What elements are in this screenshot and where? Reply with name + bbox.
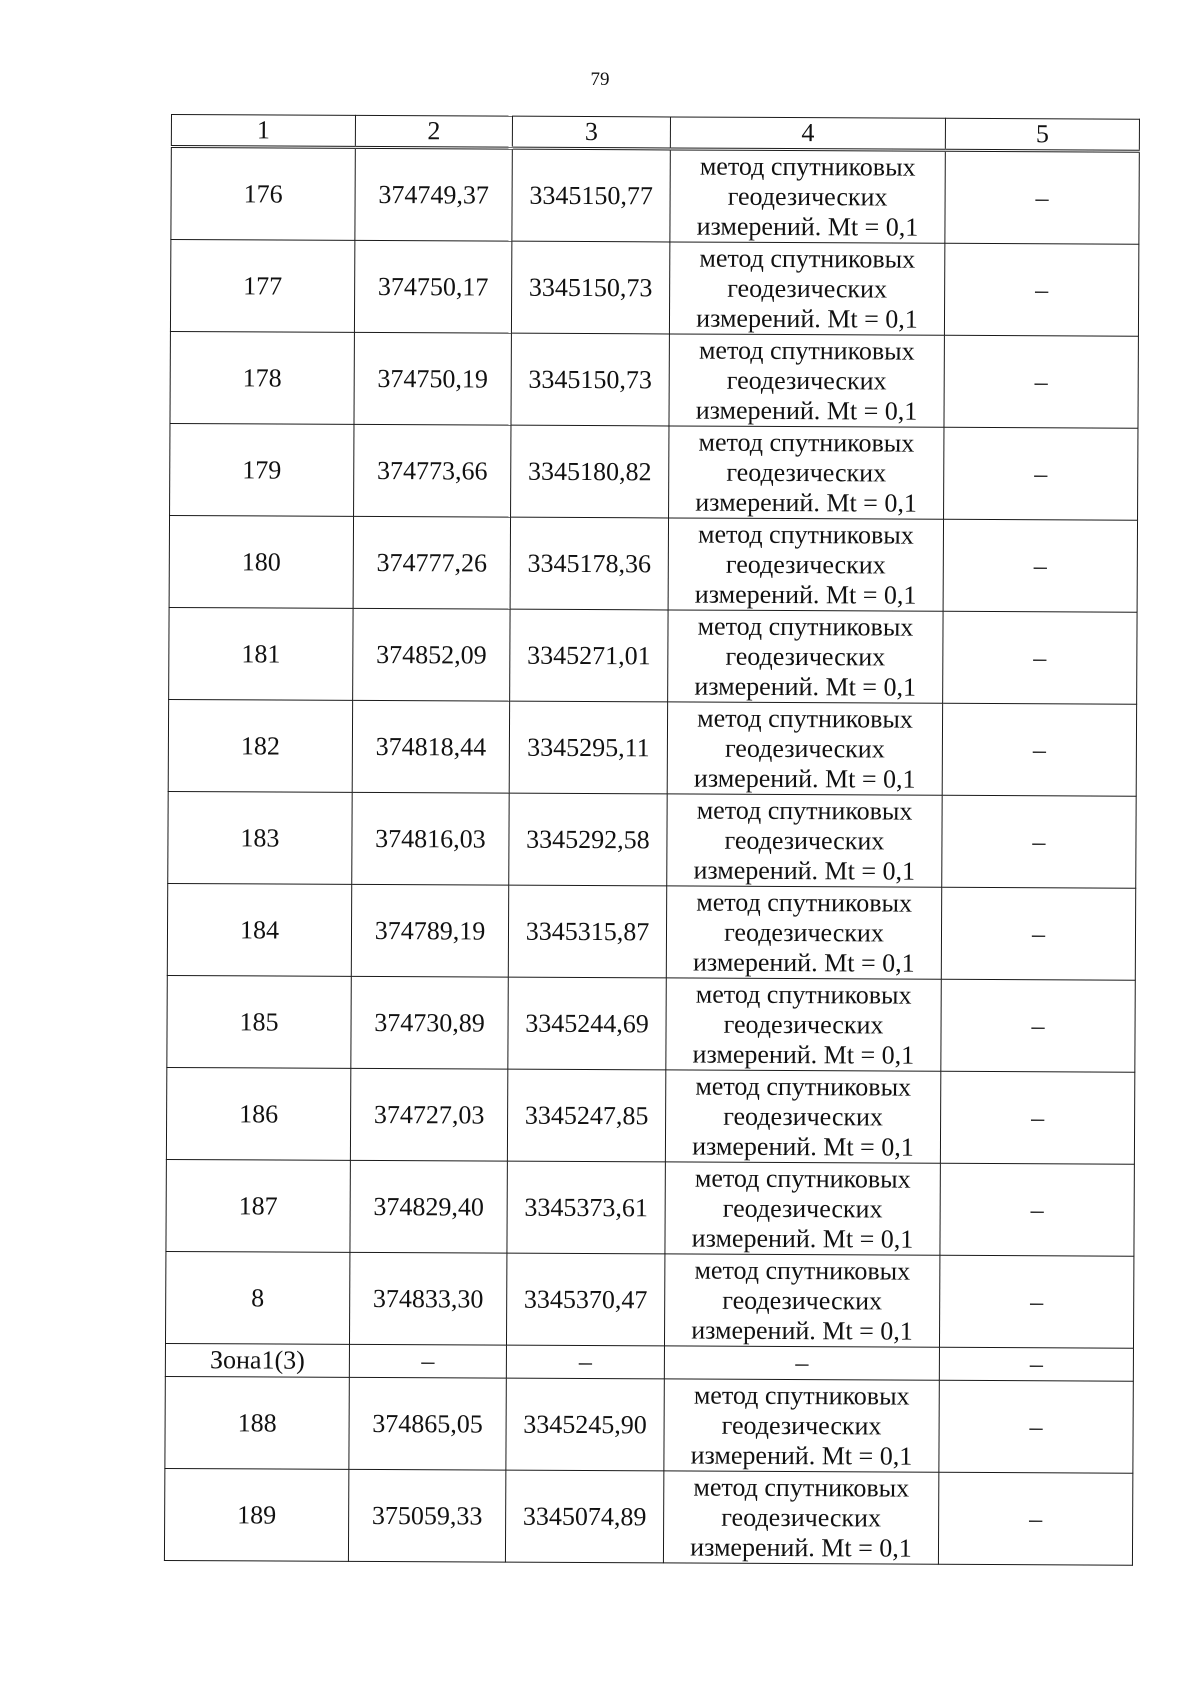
x-coordinate-cell: 375059,33 bbox=[348, 1469, 505, 1562]
x-coordinate-cell: 374749,37 bbox=[355, 147, 512, 241]
point-id-cell: 181 bbox=[169, 607, 353, 700]
x-coordinate-cell: 374730,89 bbox=[351, 976, 508, 1069]
method-cell bbox=[665, 1070, 940, 1163]
y-coordinate-cell: 3345271,01 bbox=[510, 609, 668, 702]
method-line: метод спутниковых bbox=[693, 1472, 910, 1503]
table-body bbox=[164, 115, 1139, 1566]
column-5-cell: – bbox=[940, 1163, 1134, 1256]
column-5-cell: – bbox=[943, 519, 1137, 612]
y-coordinate-cell: 3345292,58 bbox=[509, 793, 667, 886]
column-5-cell: – bbox=[941, 887, 1135, 980]
point-id-cell: 183 bbox=[168, 791, 352, 884]
y-coordinate-cell: 3345178,36 bbox=[510, 517, 668, 610]
point-id-cell: 189 bbox=[164, 1468, 348, 1561]
point-id-cell: 188 bbox=[165, 1376, 349, 1469]
y-coordinate-cell: 3345245,90 bbox=[506, 1378, 664, 1471]
coordinates-table bbox=[164, 114, 1140, 1566]
y-coordinate-cell: 3345180,82 bbox=[511, 425, 669, 518]
table-row bbox=[166, 1159, 1134, 1256]
method-cell bbox=[666, 886, 941, 979]
method-line: метод спутниковых bbox=[695, 979, 912, 1010]
method-line: измерений. Mt = 0,1 bbox=[690, 1440, 913, 1471]
x-coordinate-cell: 374829,40 bbox=[350, 1160, 507, 1253]
x-coordinate-cell: 374777,26 bbox=[353, 516, 510, 609]
table-row bbox=[165, 1376, 1133, 1473]
method-cell bbox=[669, 426, 944, 519]
x-coordinate-cell: 374789,19 bbox=[351, 884, 508, 977]
x-coordinate-cell: 374833,30 bbox=[349, 1252, 506, 1345]
y-coordinate-cell: 3345150,73 bbox=[511, 241, 669, 334]
method-line: геодезических bbox=[721, 1502, 882, 1532]
y-coordinate-cell: 3345315,87 bbox=[508, 885, 666, 978]
method-cell bbox=[666, 978, 941, 1071]
method-line: метод спутниковых bbox=[695, 1071, 912, 1102]
method-cell bbox=[668, 610, 943, 703]
method-line: геодезических bbox=[727, 181, 888, 212]
y-coordinate-cell: 3345373,61 bbox=[507, 1161, 665, 1254]
method-line: метод спутниковых bbox=[697, 611, 914, 642]
method-line: метод спутниковых bbox=[694, 1163, 911, 1194]
point-id-cell: 179 bbox=[170, 423, 354, 516]
method-line: измерений. Mt = 0,1 bbox=[695, 487, 917, 518]
method-line: геодезических bbox=[724, 825, 885, 855]
method-line: измерений. Mt = 0,1 bbox=[693, 763, 916, 794]
y-coordinate-cell: 3345150,77 bbox=[512, 148, 670, 242]
column-5-cell: – bbox=[944, 427, 1138, 520]
point-id-cell: 185 bbox=[167, 975, 351, 1068]
method-line: измерений. Mt = 0,1 bbox=[696, 303, 918, 334]
method-line: измерений. Mt = 0,1 bbox=[691, 1223, 914, 1254]
method-line: измерений. Mt = 0,1 bbox=[695, 395, 918, 426]
y-coordinate-cell: 3345150,73 bbox=[511, 333, 669, 426]
zone-cell: – bbox=[349, 1344, 506, 1378]
table-row bbox=[169, 515, 1137, 612]
zone-cell: – bbox=[939, 1347, 1133, 1381]
table-row bbox=[167, 975, 1135, 1072]
method-line: измерений. Mt = 0,1 bbox=[692, 1131, 914, 1162]
x-coordinate-cell: 374750,19 bbox=[354, 332, 511, 425]
column-5-cell: – bbox=[939, 1255, 1133, 1348]
method-line: геодезических bbox=[726, 365, 887, 395]
method-line: измерений. Mt = 0,1 bbox=[691, 1315, 913, 1346]
column-5-cell: – bbox=[939, 1380, 1133, 1473]
method-line: измерений. Mt = 0,1 bbox=[696, 211, 919, 242]
x-coordinate-cell: 374816,03 bbox=[352, 792, 509, 885]
method-cell bbox=[670, 149, 945, 243]
y-coordinate-cell: 3345295,11 bbox=[509, 701, 667, 794]
method-line: геодезических bbox=[726, 457, 887, 487]
method-line: геодезических bbox=[722, 1193, 883, 1223]
method-line: метод спутниковых bbox=[694, 1255, 911, 1286]
column-5-cell: – bbox=[938, 1472, 1132, 1565]
method-cell bbox=[667, 794, 942, 887]
header-cell-3: 3 bbox=[512, 116, 670, 149]
point-id-cell: 180 bbox=[169, 515, 353, 608]
method-line: измерений. Mt = 0,1 bbox=[693, 855, 916, 886]
method-cell bbox=[669, 334, 944, 427]
header-cell-4: 4 bbox=[670, 117, 945, 150]
method-line: измерений. Mt = 0,1 bbox=[694, 671, 917, 702]
column-5-cell: – bbox=[941, 979, 1135, 1072]
x-coordinate-cell: 374727,03 bbox=[350, 1068, 507, 1161]
method-line: измерений. Mt = 0,1 bbox=[690, 1532, 912, 1563]
page-number: 79 bbox=[590, 69, 610, 90]
table-row bbox=[164, 1468, 1132, 1565]
x-coordinate-cell: 374773,66 bbox=[354, 424, 511, 517]
method-line: метод спутниковых bbox=[696, 795, 913, 826]
column-5-cell: – bbox=[945, 150, 1139, 244]
point-id-cell: 176 bbox=[171, 147, 355, 241]
method-line: метод спутниковых bbox=[697, 703, 913, 734]
method-line: геодезических bbox=[723, 1009, 884, 1039]
table-row bbox=[170, 331, 1138, 428]
table-row bbox=[166, 1067, 1134, 1164]
table-row bbox=[168, 699, 1136, 796]
method-line: геодезических bbox=[724, 917, 884, 947]
y-coordinate-cell: 3345244,69 bbox=[508, 977, 666, 1070]
point-id-cell: 182 bbox=[168, 699, 352, 792]
method-line: метод спутниковых bbox=[699, 151, 916, 182]
method-line: измерений. Mt = 0,1 bbox=[692, 947, 915, 978]
point-id-cell: 184 bbox=[167, 883, 351, 976]
column-5-cell: – bbox=[942, 703, 1136, 796]
method-line: метод спутниковых bbox=[693, 1380, 910, 1411]
method-cell bbox=[664, 1254, 939, 1347]
method-line: геодезических bbox=[725, 641, 886, 671]
y-coordinate-cell: 3345074,89 bbox=[505, 1470, 663, 1563]
zone-cell: – bbox=[506, 1345, 664, 1379]
column-5-cell: – bbox=[942, 795, 1136, 888]
header-row bbox=[171, 115, 1139, 152]
x-coordinate-cell: 374852,09 bbox=[353, 608, 510, 701]
method-line: метод спутниковых bbox=[698, 427, 915, 458]
y-coordinate-cell: 3345370,47 bbox=[506, 1253, 664, 1346]
point-id-cell: 178 bbox=[170, 331, 354, 424]
method-cell bbox=[668, 518, 943, 611]
header-cell-5: 5 bbox=[945, 118, 1139, 151]
method-line: метод спутниковых bbox=[699, 243, 916, 274]
x-coordinate-cell: 374750,17 bbox=[354, 240, 511, 333]
table-row bbox=[171, 147, 1139, 245]
method-cell bbox=[664, 1379, 939, 1472]
table-row bbox=[168, 791, 1136, 888]
method-line: геодезических bbox=[727, 273, 888, 304]
table-row bbox=[170, 423, 1138, 520]
header-cell-1: 1 bbox=[171, 115, 355, 148]
method-line: метод спутниковых bbox=[696, 887, 913, 918]
x-coordinate-cell: 374818,44 bbox=[352, 700, 509, 793]
table-row bbox=[165, 1251, 1133, 1348]
method-line: геодезических bbox=[721, 1410, 882, 1440]
header-cell-2: 2 bbox=[355, 115, 512, 148]
method-line: геодезических bbox=[725, 549, 886, 579]
point-id-cell: 177 bbox=[170, 240, 354, 333]
method-cell bbox=[663, 1471, 938, 1564]
method-cell bbox=[667, 702, 942, 795]
method-line: геодезических bbox=[723, 1101, 884, 1131]
method-cell bbox=[669, 242, 944, 335]
column-5-cell: – bbox=[943, 611, 1137, 704]
method-line: метод спутниковых bbox=[698, 335, 915, 366]
y-coordinate-cell: 3345247,85 bbox=[507, 1069, 665, 1162]
column-5-cell: – bbox=[944, 243, 1138, 336]
column-5-cell: – bbox=[940, 1071, 1134, 1164]
method-line: геодезических bbox=[724, 733, 885, 763]
point-id-cell: 187 bbox=[166, 1159, 350, 1252]
table-row bbox=[169, 607, 1137, 704]
method-line: измерений. Mt = 0,1 bbox=[692, 1039, 915, 1070]
zone-row bbox=[165, 1343, 1133, 1381]
table-row bbox=[167, 883, 1135, 980]
table-row bbox=[170, 240, 1138, 337]
method-line: метод спутниковых bbox=[698, 519, 914, 550]
x-coordinate-cell: 374865,05 bbox=[349, 1377, 506, 1470]
method-cell bbox=[665, 1162, 940, 1255]
method-line: геодезических bbox=[722, 1285, 883, 1315]
point-id-cell: 186 bbox=[166, 1067, 350, 1160]
zone-label: Зона1(3) bbox=[165, 1343, 349, 1377]
point-id-cell: 8 bbox=[165, 1251, 349, 1344]
method-line: измерений. Mt = 0,1 bbox=[694, 579, 917, 610]
zone-cell: – bbox=[664, 1346, 939, 1380]
column-5-cell: – bbox=[944, 335, 1138, 428]
